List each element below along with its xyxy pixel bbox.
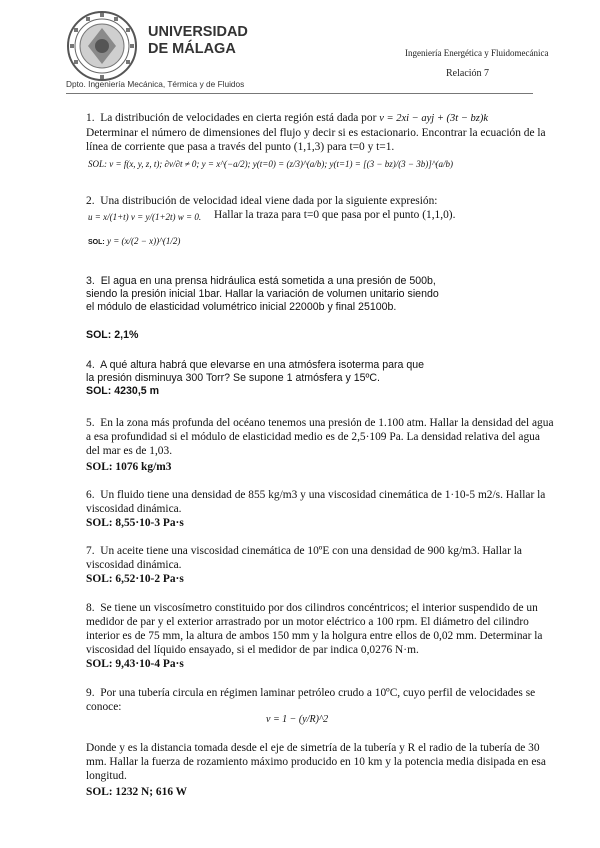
problem-8-number: 8. — [86, 602, 95, 614]
problem-9-formula: v = 1 − (y/R)^2 — [266, 714, 329, 725]
problem-1-formula: v = 2xi − ayj + (3t − bz)k — [379, 113, 489, 124]
problem-5-text: En la zona más profunda del océano tenemos una presión de 1.100 atm. Hallar la densidad del agua a esa profundidad si el módulo de elasticidad medio es de 2,5·109 Pa. La densidad relativa del agua del mar es de 1,03. — [86, 417, 554, 457]
problem-7 — [86, 544, 556, 572]
subject-label: Ingeniería Energética y Fluidomecánica — [405, 48, 549, 58]
problem-9-solution: SOL: 1232 N; 616 W — [86, 786, 188, 798]
problem-6-text: Un fluido tiene una densidad de 855 kg/m3 y una viscosidad cinemática de 1·10-5 m2/s. Hallar la viscosidad dinámica. — [86, 489, 546, 515]
problem-9 — [86, 686, 556, 714]
header-divider — [66, 93, 533, 94]
problem-3-solution: SOL: 2,1% — [86, 329, 139, 341]
problem-8-text: Se tiene un viscosímetro constituido por dos cilindros concéntricos; el interior suspendido de un medidor de par y el exterior arrastrado por un motor eléctrico a 100 rpm. El diámetro del cilindro interior es de 75 mm, la altura de ambos 150 mm y la holgura entre ellos de 0,02 mm. Determinar la viscosidad del líquido ensayado, si el medidor de par indica 0,0276 N·m. — [86, 602, 543, 656]
problem-1-solution: SOL: v = f(x, y, z, t); ∂v/∂t ≠ 0; y = x^(−a/2); y(t=0) = (z/3)^(a/b); y(t=1) = [(3 − bz)/(3 − 3b)]^(a/b) — [88, 159, 454, 169]
problem-4-text: A qué altura habrá que elevarse en una atmósfera isoterma para que la presión disminuya 300 Torr? Se supone 1 atmósfera y 15ºC. — [86, 359, 425, 384]
problem-2-number: 2. — [86, 195, 95, 207]
problem-6-number: 6. — [86, 489, 95, 501]
problem-2 — [86, 194, 556, 208]
problem-7-solution: SOL: 6,52·10-2 Pa·s — [86, 573, 184, 585]
problem-4 — [86, 359, 426, 385]
problem-2-formula: u = x/(1+t) v = y/(1+2t) w = 0. — [88, 212, 202, 222]
problem-8-solution: SOL: 9,43·10-4 Pa·s — [86, 658, 184, 670]
problem-7-text: Un aceite tiene una viscosidad cinemática de 10ºE con una densidad de 900 kg/m3. Hallar la viscosidad dinámica. — [86, 545, 522, 571]
problem-5-number: 5. — [86, 417, 95, 429]
problem-6 — [86, 488, 556, 516]
problem-1 — [86, 111, 556, 154]
problem-2-solution-label: SOL: — [88, 239, 105, 246]
problem-3-number: 3. — [86, 275, 95, 287]
problem-9-text: Por una tubería circula en régimen laminar petróleo crudo a 10ºC, cuyo perfil de velocidades se conoce: — [86, 687, 536, 713]
problem-8 — [86, 601, 556, 657]
problem-2-text: Una distribución de velocidad ideal viene dada por la siguiente expresión: — [100, 195, 438, 207]
problem-2-text-b: Hallar la traza para t=0 que pasa por el punto (1,1,0). — [214, 209, 456, 221]
problem-7-number: 7. — [86, 545, 95, 557]
problem-2-solution — [88, 236, 348, 248]
problem-2-solution-formula: y = (x/(2 − x))^(1/2) — [106, 236, 181, 246]
problem-1-text: La distribución de velocidades en cierta región está dada por — [100, 112, 377, 124]
university-line2: DE MÁLAGA — [148, 41, 236, 57]
university-seal — [66, 10, 138, 82]
problem-3 — [86, 275, 446, 314]
problem-3-text: El agua en una prensa hidráulica está sometida a una presión de 500b, siendo la presión inicial 1bar. Hallar la variación de volumen unitario siendo el módulo de elasticidad volumétrico inicial 22000b y final 25100b. — [86, 275, 439, 313]
problem-4-solution: SOL: 4230,5 m — [86, 385, 160, 397]
university-name — [148, 24, 248, 58]
problem-4-number: 4. — [86, 359, 95, 371]
problem-9-number: 9. — [86, 687, 95, 699]
sheet-label: Relación 7 — [446, 68, 490, 79]
problem-9-text-b: Donde y es la distancia tomada desde el eje de simetría de la tubería y R el radio de la tubería de 30 mm. Hallar la fuerza de rozamiento máximo producido en 10 km y la potencia media disipada en esa longitud. — [86, 742, 546, 782]
problem-1-number: 1. — [86, 112, 95, 124]
problem-5-solution: SOL: 1076 kg/m3 — [86, 461, 172, 473]
department-label: Dpto. Ingeniería Mecánica, Térmica y de Fluidos — [66, 79, 245, 89]
university-line1: UNIVERSIDAD — [148, 24, 248, 40]
problem-6-solution: SOL: 8,55·10-3 Pa·s — [86, 517, 184, 529]
problem-1-text-b: Determinar el número de dimensiones del flujo y decir si es estacionario. Encontrar la ecuación de la línea de corriente que pasa a través del punto (1,1,3) para t=0 y t=1. — [86, 127, 546, 153]
problem-5 — [86, 416, 556, 458]
